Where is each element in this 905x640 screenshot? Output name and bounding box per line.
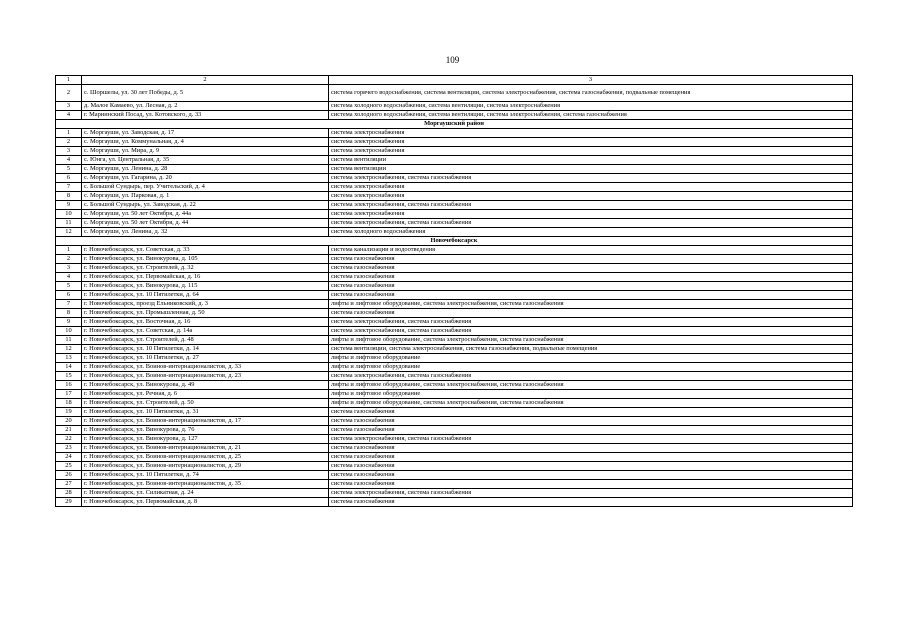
row-number-cell: 19: [56, 408, 82, 417]
table-row: [56, 408, 853, 417]
row-number-cell: 11: [56, 336, 82, 345]
systems-cell: система электроснабжения: [329, 147, 853, 156]
address-cell: г. Новочебоксарск, ул. 10 Пятилетки, д. 74: [82, 471, 329, 480]
address-cell: с. Моргауши, ул. Парковая, д. 1: [82, 192, 329, 201]
table-row: [56, 327, 853, 336]
address-cell: г. Новочебоксарск, ул. 10 Пятилетки, д. 31: [82, 408, 329, 417]
systems-cell: система электроснабжения, система газоснабжения: [329, 372, 853, 381]
table-row: [56, 381, 853, 390]
systems-cell: система газоснабжения: [329, 444, 853, 453]
systems-cell: система холодного водоснабжения, система вентиляции, система электроснабжения: [329, 102, 853, 111]
row-number-cell: 6: [56, 291, 82, 300]
row-number-cell: 2: [56, 138, 82, 147]
systems-cell: лифты и лифтовое оборудование: [329, 363, 853, 372]
row-number-cell: 5: [56, 282, 82, 291]
systems-cell: система газоснабжения: [329, 408, 853, 417]
table-row: [56, 399, 853, 408]
row-number-cell: 9: [56, 318, 82, 327]
table-row: [56, 246, 853, 255]
address-cell: г. Новочебоксарск, ул. Воинов-интернационалистов, д. 17: [82, 417, 329, 426]
address-cell: г. Новочебоксарск, ул. Воинов-интернационалистов, д. 33: [82, 363, 329, 372]
table-row: [56, 264, 853, 273]
row-number-cell: 12: [56, 345, 82, 354]
address-cell: г. Новочебоксарск, ул. Речная, д. 6: [82, 390, 329, 399]
table-row: [56, 318, 853, 327]
row-number-cell: 5: [56, 165, 82, 174]
address-cell: г. Новочебоксарск, ул. Советская, д. 14а: [82, 327, 329, 336]
row-number-cell: 7: [56, 183, 82, 192]
row-number-cell: 3: [56, 102, 82, 111]
table-row: [56, 111, 853, 120]
table-row: [56, 174, 853, 183]
table-row: [56, 444, 853, 453]
row-number-cell: 6: [56, 174, 82, 183]
systems-cell: система электроснабжения: [329, 183, 853, 192]
table-row: [56, 480, 853, 489]
systems-cell: система газоснабжения: [329, 498, 853, 507]
row-number-cell: 2: [56, 85, 82, 102]
row-number-cell: 24: [56, 453, 82, 462]
table-row: [56, 435, 853, 444]
row-number-cell: 13: [56, 354, 82, 363]
address-cell: г. Новочебоксарск, ул. 10 Пятилетки, д. 14: [82, 345, 329, 354]
systems-cell: лифты и лифтовое оборудование, система электроснабжения, система газоснабжения: [329, 300, 853, 309]
row-number-cell: 26: [56, 471, 82, 480]
systems-cell: система газоснабжения: [329, 453, 853, 462]
row-number-cell: 15: [56, 372, 82, 381]
table-row: [56, 201, 853, 210]
systems-cell: система электроснабжения, система газоснабжения: [329, 174, 853, 183]
address-cell: с. Моргауши, ул. Ленина, д. 32: [82, 228, 329, 237]
systems-cell: система газоснабжения: [329, 426, 853, 435]
address-cell: г. Новочебоксарск, ул. Строителей, д. 32: [82, 264, 329, 273]
address-cell: с. Моргауши, ул. 50 лет Октября, д. 44: [82, 219, 329, 228]
row-number-cell: 14: [56, 363, 82, 372]
address-cell: г. Новочебоксарск, проезд Ельниковский, д. 3: [82, 300, 329, 309]
systems-cell: система газоснабжения: [329, 309, 853, 318]
table-row: [56, 345, 853, 354]
address-cell: г. Новочебоксарск, ул. Советская, д. 33: [82, 246, 329, 255]
systems-cell: лифты и лифтовое оборудование: [329, 354, 853, 363]
address-cell: с. Моргауши, ул. 50 лет Октября, д. 44а: [82, 210, 329, 219]
address-cell: с. Юнга, ул. Центральная, д. 35: [82, 156, 329, 165]
systems-cell: система вентиляции: [329, 165, 853, 174]
table-row: [56, 156, 853, 165]
row-number-cell: 25: [56, 462, 82, 471]
table-row: [56, 228, 853, 237]
row-number-cell: 11: [56, 219, 82, 228]
address-cell: г. Новочебоксарск, ул. Силикатная, д. 24: [82, 489, 329, 498]
row-number-cell: 28: [56, 489, 82, 498]
table-row: [56, 471, 853, 480]
table-row: [56, 138, 853, 147]
table-row: [56, 255, 853, 264]
table-row: [56, 300, 853, 309]
row-number-cell: 4: [56, 273, 82, 282]
section-header-row: [56, 237, 853, 246]
row-number-cell: 18: [56, 399, 82, 408]
address-cell: г. Новочебоксарск, ул. Винокурова, д. 127: [82, 435, 329, 444]
address-cell: г. Новочебоксарск, ул. Винокурова, д. 115: [82, 282, 329, 291]
page-number: 109: [445, 55, 460, 65]
address-cell: г. Новочебоксарск, ул. Винокурова, д. 49: [82, 381, 329, 390]
table-row: [56, 282, 853, 291]
systems-cell: система горячего водоснабжения, система вентиляции, система электроснабжения, система газоснабжения, подвальные помещения: [329, 85, 853, 102]
address-cell: г. Новочебоксарск, ул. Первомайская, д. 8: [82, 498, 329, 507]
table-row: [56, 102, 853, 111]
table-header-row: [56, 76, 853, 85]
address-cell: г. Новочебоксарск, ул. Винокурова, д. 105: [82, 255, 329, 264]
address-cell: г. Новочебоксарск, ул. Строителей, д. 50: [82, 399, 329, 408]
systems-cell: система электроснабжения, система газоснабжения: [329, 435, 853, 444]
table-row: [56, 291, 853, 300]
address-cell: г. Новочебоксарск, ул. Первомайская, д. 16: [82, 273, 329, 282]
row-number-cell: 4: [56, 156, 82, 165]
systems-cell: система вентиляции, система электроснабжения, система газоснабжения, подвальные помещения: [329, 345, 853, 354]
systems-cell: система холодного водоснабжения, система вентиляции, система электроснабжения, система газоснабжения: [329, 111, 853, 120]
table-row: [56, 489, 853, 498]
table-row: [56, 147, 853, 156]
address-cell: с. Моргауши, ул. Коммунальная, д. 4: [82, 138, 329, 147]
systems-cell: система газоснабжения: [329, 264, 853, 273]
row-number-cell: 12: [56, 228, 82, 237]
address-cell: г. Новочебоксарск, ул. Воинов-интернационалистов, д. 23: [82, 372, 329, 381]
row-number-cell: 10: [56, 327, 82, 336]
section-title: Новочебоксарск: [56, 237, 853, 246]
section-header-row: [56, 120, 853, 129]
row-number-cell: 20: [56, 417, 82, 426]
section-title: Моргаушский район: [56, 120, 853, 129]
address-cell: г. Новочебоксарск, ул. Воинов-интернационалистов, д. 21: [82, 444, 329, 453]
table-row: [56, 498, 853, 507]
systems-cell: система электроснабжения, система газоснабжения: [329, 201, 853, 210]
row-number-cell: 27: [56, 480, 82, 489]
table-row: [56, 336, 853, 345]
table-row: [56, 219, 853, 228]
table-row: [56, 354, 853, 363]
systems-cell: система газоснабжения: [329, 471, 853, 480]
header-cell-address: 2: [82, 76, 329, 85]
systems-cell: система электроснабжения, система газоснабжения: [329, 489, 853, 498]
table-row: [56, 309, 853, 318]
address-cell: с. Моргауши, ул. Заводская, д. 17: [82, 129, 329, 138]
row-number-cell: 1: [56, 246, 82, 255]
address-cell: г. Новочебоксарск, ул. Строителей, д. 48: [82, 336, 329, 345]
address-cell: г. Новочебоксарск, ул. Восточная, д. 16: [82, 318, 329, 327]
systems-cell: система газоснабжения: [329, 462, 853, 471]
systems-cell: система газоснабжения: [329, 417, 853, 426]
systems-cell: система вентиляции: [329, 156, 853, 165]
header-cell-systems: 3: [329, 76, 853, 85]
address-cell: г. Новочебоксарск, ул. Промышленная, д. 50: [82, 309, 329, 318]
table-row: [56, 390, 853, 399]
row-number-cell: 3: [56, 147, 82, 156]
table-row: [56, 192, 853, 201]
table-row: [56, 417, 853, 426]
row-number-cell: 17: [56, 390, 82, 399]
table-row: [56, 183, 853, 192]
row-number-cell: 23: [56, 444, 82, 453]
systems-cell: система газоснабжения: [329, 291, 853, 300]
address-cell: с. Моргауши, ул. Ленина, д. 28: [82, 165, 329, 174]
address-cell: с. Моргауши, ул. Мира, д. 9: [82, 147, 329, 156]
row-number-cell: 3: [56, 264, 82, 273]
systems-cell: лифты и лифтовое оборудование, система электроснабжения, система газоснабжения: [329, 381, 853, 390]
address-cell: г. Новочебоксарск, ул. Винокурова, д. 76: [82, 426, 329, 435]
address-cell: с. Большой Сундырь, ул. Заводская, д. 22: [82, 201, 329, 210]
table-row: [56, 426, 853, 435]
address-cell: г. Новочебоксарск, ул. Воинов-интернационалистов, д. 35: [82, 480, 329, 489]
row-number-cell: 1: [56, 129, 82, 138]
systems-cell: система электроснабжения: [329, 210, 853, 219]
systems-cell: система газоснабжения: [329, 273, 853, 282]
row-number-cell: 21: [56, 426, 82, 435]
systems-cell: система канализации и водоотведения: [329, 246, 853, 255]
row-number-cell: 10: [56, 210, 82, 219]
row-number-cell: 8: [56, 309, 82, 318]
systems-cell: лифты и лифтовое оборудование: [329, 390, 853, 399]
row-number-cell: 8: [56, 192, 82, 201]
systems-cell: система электроснабжения: [329, 138, 853, 147]
systems-cell: система электроснабжения: [329, 192, 853, 201]
row-number-cell: 7: [56, 300, 82, 309]
address-cell: с. Шоршелы, ул. 30 лет Победы, д. 5: [82, 85, 329, 102]
header-cell-number: 1: [56, 76, 82, 85]
address-cell: д. Малое Камаево, ул. Лесная, д. 2: [82, 102, 329, 111]
systems-cell: лифты и лифтовое оборудование, система электроснабжения, система газоснабжения: [329, 336, 853, 345]
address-cell: с. Большой Сундырь, пер. Учительский, д. 4: [82, 183, 329, 192]
systems-cell: система холодного водоснабжения: [329, 228, 853, 237]
table-row: [56, 273, 853, 282]
row-number-cell: 22: [56, 435, 82, 444]
systems-cell: лифты и лифтовое оборудование, система электроснабжения, система газоснабжения: [329, 399, 853, 408]
systems-cell: система электроснабжения, система газоснабжения: [329, 318, 853, 327]
table-row: [56, 210, 853, 219]
row-number-cell: 9: [56, 201, 82, 210]
document-table: [55, 75, 853, 507]
address-cell: г. Новочебоксарск, ул. 10 Пятилетки, д. 64: [82, 291, 329, 300]
table-row: [56, 453, 853, 462]
address-cell: г. Новочебоксарск, ул. 10 Пятилетки, д. 27: [82, 354, 329, 363]
row-number-cell: 29: [56, 498, 82, 507]
table-row: [56, 363, 853, 372]
systems-cell: система газоснабжения: [329, 255, 853, 264]
systems-cell: система электроснабжения, система газоснабжения: [329, 327, 853, 336]
address-cell: с. Моргауши, ул. Гагарина, д. 20: [82, 174, 329, 183]
systems-cell: система электроснабжения, система газоснабжения: [329, 219, 853, 228]
systems-cell: система газоснабжения: [329, 480, 853, 489]
systems-cell: система газоснабжения: [329, 282, 853, 291]
row-number-cell: 2: [56, 255, 82, 264]
table-row: [56, 85, 853, 102]
table-row: [56, 372, 853, 381]
row-number-cell: 4: [56, 111, 82, 120]
table-row: [56, 165, 853, 174]
table-row: [56, 462, 853, 471]
systems-cell: система электроснабжения: [329, 129, 853, 138]
address-cell: г. Новочебоксарск, ул. Воинов-интернационалистов, д. 29: [82, 462, 329, 471]
address-cell: г. Новочебоксарск, ул. Воинов-интернационалистов, д. 25: [82, 453, 329, 462]
row-number-cell: 16: [56, 381, 82, 390]
address-cell: г. Мариинский Посад, ул. Котовского, д. 33: [82, 111, 329, 120]
table-row: [56, 129, 853, 138]
